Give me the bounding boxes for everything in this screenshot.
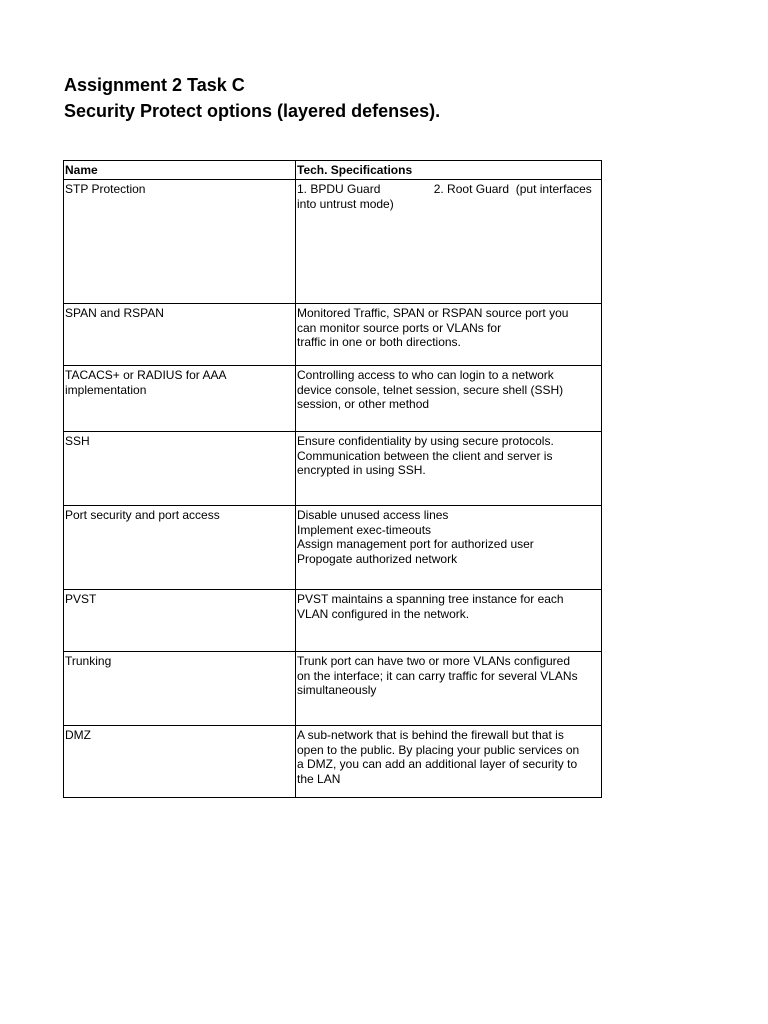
assignment-title: Assignment 2 Task C bbox=[64, 75, 245, 95]
row-spec-cell bbox=[296, 180, 602, 304]
row-spec-cell: PVST maintains a spanning tree instance for each VLAN configured in the network. bbox=[296, 590, 602, 652]
row-spec-cell: Controlling access to who can login to a network device console, telnet session, secure shell (SSH) session, or other method bbox=[296, 366, 602, 432]
row-name-cell: PVST bbox=[64, 590, 296, 652]
document-subtitle: Security Protect options (layered defenses). bbox=[64, 101, 441, 121]
security-options-table bbox=[63, 160, 602, 798]
table-row bbox=[64, 506, 602, 590]
table-row bbox=[64, 180, 602, 304]
table-header-row bbox=[64, 161, 602, 180]
row-spec-cell: Trunk port can have two or more VLANs configured on the interface; it can carry traffic for several VLANs simultaneously bbox=[296, 652, 602, 726]
table-row bbox=[64, 432, 602, 506]
row-spec-cell: Disable unused access lines Implement exec-timeouts Assign management port for authorized user Propogate authorized network bbox=[296, 506, 602, 590]
document-heading bbox=[64, 72, 684, 124]
row-name-cell: TACACS+ or RADIUS for AAA implementation bbox=[64, 366, 296, 432]
row-name-cell: Trunking bbox=[64, 652, 296, 726]
row-name-cell: SPAN and RSPAN bbox=[64, 304, 296, 366]
spec-line: 1. BPDU Guard 2. Root Guard (put interfaces bbox=[297, 182, 592, 196]
row-spec-cell: A sub-network that is behind the firewall but that is open to the public. By placing your public services on a DMZ, you can add an additional layer of security to the LAN bbox=[296, 726, 602, 798]
table-row bbox=[64, 366, 602, 432]
row-name-cell: DMZ bbox=[64, 726, 296, 798]
row-spec-cell: Ensure confidentiality by using secure protocols. Communication between the client and server is encrypted in using SSH. bbox=[296, 432, 602, 506]
row-name-cell: STP Protection bbox=[64, 180, 296, 304]
row-name-cell: SSH bbox=[64, 432, 296, 506]
table-row bbox=[64, 652, 602, 726]
row-name-cell: Port security and port access bbox=[64, 506, 296, 590]
spec-line: into untrust mode) bbox=[297, 196, 394, 211]
column-header-spec: Tech. Specifications bbox=[296, 161, 602, 180]
row-spec-cell: Monitored Traffic, SPAN or RSPAN source port you can monitor source ports or VLANs for traffic in one or both directions. bbox=[296, 304, 602, 366]
table-row bbox=[64, 590, 602, 652]
column-header-name: Name bbox=[64, 161, 296, 180]
table-row bbox=[64, 726, 602, 798]
table-row bbox=[64, 304, 602, 366]
